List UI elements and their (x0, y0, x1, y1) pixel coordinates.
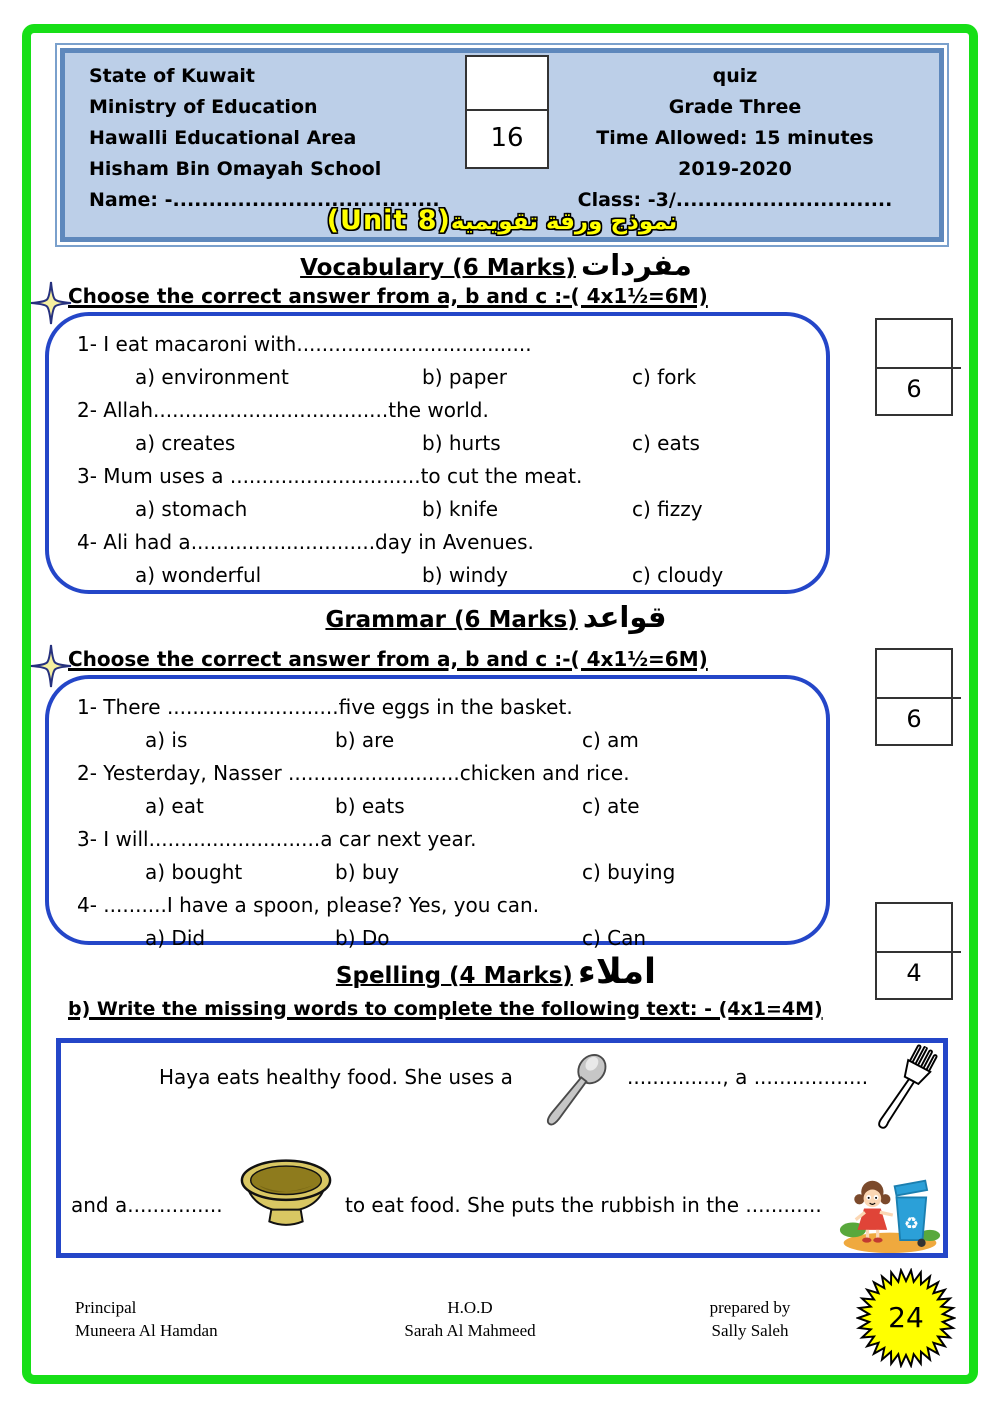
footer-prepared-name: Sally Saleh (711, 1321, 789, 1340)
option-a: a) environment (135, 365, 289, 389)
spelling-text-part3: and a............... (71, 1193, 223, 1217)
vocabulary-instruction: Choose the correct answer from a, b and c :-( 4x1½=6M) (68, 284, 708, 308)
footer-principal (75, 1296, 218, 1342)
option-a: a) is (145, 728, 188, 752)
grammar-q2-stem: 2- Yesterday, Nasser ...........................chicken and rice. (77, 761, 630, 785)
badge-total-marks: 24 (888, 1301, 924, 1334)
vocabulary-question-box (45, 312, 830, 594)
option-a: a) creates (135, 431, 236, 455)
marks-empty-cell (877, 320, 951, 367)
option-b: b) knife (422, 497, 499, 521)
vocab-q2-stem: 2- Allah.....................................the world. (77, 398, 489, 422)
option-a: a) bought (145, 860, 243, 884)
option-c: c) Can (582, 926, 647, 950)
option-a: a) wonderful (135, 563, 262, 587)
option-c: c) ate (582, 794, 640, 818)
marks-empty-cell (877, 904, 951, 951)
grammar-q3-stem: 3- I will...........................a car next year. (77, 827, 477, 851)
option-c: c) fork (632, 365, 697, 389)
unit-title (65, 205, 939, 236)
spelling-text-part1: Haya eats healthy food. She uses a (159, 1065, 513, 1089)
marks-divider (875, 367, 961, 369)
marks-divider (875, 697, 961, 699)
class-field: Class: -3/.............................. (577, 189, 893, 211)
grammar-instruction: Choose the correct answer from a, b and c :-( 4x1½=6M) (68, 647, 708, 671)
grammar-title-english: Grammar (6 Marks) (325, 607, 578, 633)
spelling-title-english: Spelling (4 Marks) (335, 963, 573, 989)
spelling-text-part4: to eat food. She puts the rubbish in the ............ (345, 1193, 822, 1217)
header-exam-info (537, 61, 933, 216)
vocab-q3-options (77, 493, 818, 526)
svg-text:♻: ♻ (903, 1213, 919, 1233)
option-b: b) paper (422, 365, 508, 389)
header-line-area: Hawalli Educational Area (89, 127, 357, 149)
score-box-empty-cell (467, 57, 547, 111)
footer-hod-title: H.O.D (447, 1298, 493, 1317)
vocabulary-title (0, 248, 992, 282)
header-line-country: State of Kuwait (89, 65, 255, 87)
header-line-time: Time Allowed: 15 minutes (596, 127, 874, 149)
vocabulary-marks-value: 6 (906, 375, 922, 403)
option-b: b) Do (335, 926, 390, 950)
option-c: c) eats (632, 431, 700, 455)
grammar-marks-value: 6 (906, 705, 922, 733)
header-line-quiz: quiz (712, 65, 758, 87)
option-c: c) am (582, 728, 639, 752)
vocab-q2-options (77, 427, 818, 460)
marks-empty-cell (877, 650, 951, 697)
unit-title-arabic: نموذج ورقة تقويمية (450, 209, 678, 235)
spoon-image (519, 1035, 630, 1149)
option-a: a) eat (145, 794, 204, 818)
grammar-q1-options (77, 724, 818, 757)
option-b: b) windy (422, 563, 508, 587)
vocab-q4-options (77, 559, 818, 592)
option-a: a) Did (145, 926, 206, 950)
spelling-marks-value: 4 (906, 959, 922, 987)
marks-divider (875, 951, 961, 953)
grammar-q4-stem: 4- ..........I have a spoon, please? Yes, you can. (77, 893, 540, 917)
footer-principal-title: Principal (75, 1298, 137, 1317)
spelling-title-arabic: املاء (577, 952, 657, 992)
footer-hod-name: Sarah Al Mahmeed (404, 1321, 536, 1340)
grammar-marks-box (875, 648, 953, 746)
option-c: c) buying (582, 860, 676, 884)
footer-hod (330, 1296, 610, 1342)
unit-title-english: (Unit 8) (326, 205, 451, 236)
grammar-q2-options (77, 790, 818, 823)
option-b: b) hurts (422, 431, 501, 455)
header-line-year: 2019-2020 (678, 158, 792, 180)
spelling-marks-box (875, 902, 953, 1000)
score-box-total: 16 (490, 123, 524, 153)
girl-recycling-image (839, 1125, 941, 1255)
footer-principal-name: Muneera Al Hamdan (75, 1321, 218, 1340)
grammar-q1-stem: 1- There ...........................five eggs in the basket. (77, 695, 573, 719)
bowl-image (237, 1149, 335, 1237)
option-b: b) buy (335, 860, 400, 884)
grammar-question-box (45, 675, 830, 950)
vocab-q1-stem: 1- I eat macaroni with..................................... (77, 332, 532, 356)
option-c: c) fizzy (632, 497, 703, 521)
vocabulary-title-arabic: مفردات (581, 248, 692, 282)
header-line-ministry: Ministry of Education (89, 96, 318, 118)
spelling-instruction: b) Write the missing words to complete the following text: - (4x1=4M) (68, 998, 823, 1020)
footer-prepared-by (655, 1296, 845, 1342)
grammar-q3-options (77, 856, 818, 889)
header-line-school: Hisham Bin Omayah School (89, 158, 382, 180)
option-c: c) cloudy (632, 563, 724, 587)
option-a: a) stomach (135, 497, 248, 521)
footer-prepared-title: prepared by (709, 1298, 791, 1317)
vocab-q3-stem: 3- Mum uses a ..............................to cut the meat. (77, 464, 583, 488)
vocabulary-marks-box (875, 318, 953, 416)
grammar-title-arabic: قواعد (582, 600, 667, 634)
grammar-q4-options (77, 922, 818, 955)
spelling-title (0, 952, 992, 992)
spelling-text-box (56, 1038, 948, 1258)
vocabulary-title-english: Vocabulary (6 Marks) (300, 255, 576, 281)
vocab-q1-options (77, 361, 818, 394)
option-b: b) eats (335, 794, 405, 818)
header-school-info (89, 61, 440, 216)
option-b: b) are (335, 728, 395, 752)
starburst-badge (856, 1268, 956, 1368)
vocab-q4-stem: 4- Ali had a.............................day in Avenues. (77, 530, 534, 554)
grammar-title (0, 600, 992, 634)
header-line-grade: Grade Three (668, 96, 802, 118)
name-field: Name: -..................................... (89, 189, 440, 211)
header-box (60, 48, 944, 242)
spelling-blank-1-2: ..............., a .................. (627, 1065, 869, 1089)
